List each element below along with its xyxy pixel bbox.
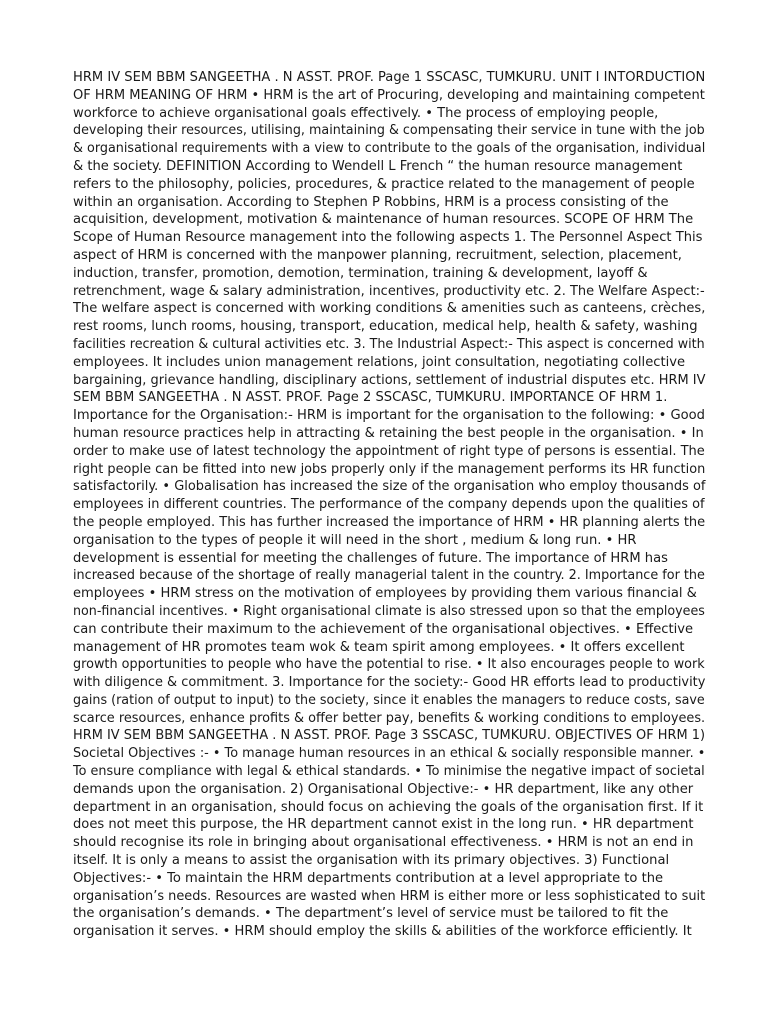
text-line: bargaining, grievance handling, disciplinary actions, settlement of industrial disputes etc. HRM IV: [73, 372, 706, 388]
text-line: SEM BBM SANGEETHA . N ASST. PROF. Page 2 SSCASC, TUMKURU. IMPORTANCE OF HRM 1.: [73, 390, 668, 406]
text-line: rest rooms, lunch rooms, housing, transport, education, medical help, health & safety, washing: [73, 319, 698, 335]
text-line: Objectives:- • To maintain the HRM departments contribution at a level appropriate to the: [73, 870, 664, 886]
text-line: should recognise its role in bringing about organisational effectiveness. • HRM is not an end in: [73, 835, 694, 851]
text-line: scarce resources, enhance profits & offer better pay, benefits & working conditions to employees.: [73, 710, 706, 726]
text-line: can contribute their maximum to the achievement of the organisational objectives. • Effective: [73, 621, 694, 637]
text-line: & organisational requirements with a view to contribute to the goals of the organisation, individual: [73, 141, 706, 157]
text-line: facilities recreation & cultural activities etc. 3. The Industrial Aspect:- This aspect is concerned with: [73, 336, 705, 352]
text-line: refers to the philosophy, policies, procedures, & practice related to the management of people: [73, 176, 695, 192]
text-line: non-financial incentives. • Right organisational climate is also stressed upon so that the employees: [73, 603, 705, 619]
text-line: organisation to the types of people it will need in the short , medium & long run. • HR: [73, 532, 637, 548]
text-line: & the society. DEFINITION According to Wendell L French “ the human resource management: [73, 158, 683, 174]
text-line: satisfactorily. • Globalisation has increased the size of the organisation who employ thousands of: [73, 479, 706, 495]
text-line: demands upon the organisation. 2) Organisational Objective:- • HR department, like any other: [73, 781, 694, 797]
text-line: OF HRM MEANING OF HRM • HRM is the art of Procuring, developing and maintaining competent: [73, 87, 705, 103]
text-line: employees in different countries. The performance of the company depends upon the qualities of: [73, 497, 705, 513]
text-line: right people can be fitted into new jobs properly only if the management performs its HR function: [73, 461, 706, 477]
text-line: induction, transfer, promotion, demotion, termination, training & development, layoff &: [73, 265, 648, 281]
text-line: department in an organisation, should focus on achieving the goals of the organisation first. If it: [73, 799, 704, 815]
text-line: increased because of the shortage of really managerial talent in the country. 2. Importance for the: [73, 568, 705, 584]
text-line: order to make use of latest technology the appointment of right type of persons is essential. The: [73, 443, 705, 459]
text-line: HRM IV SEM BBM SANGEETHA . N ASST. PROF. Page 1 SSCASC, TUMKURU. UNIT I INTORDUCTION: [73, 70, 706, 85]
text-line: Societal Objectives :- • To manage human resources in an ethical & socially responsible manner. •: [73, 746, 706, 762]
text-line: employees. It includes union management relations, joint consultation, negotiating collective: [73, 354, 686, 370]
text-line: retrenchment, wage & salary administration, incentives, productivity etc. 2. The Welfare Aspect:-: [73, 283, 705, 299]
text-line: itself. It is only a means to assist the organisation with its primary objectives. 3) Functional: [73, 853, 670, 869]
document-body-text: [73, 69, 705, 941]
text-line: The welfare aspect is concerned with working conditions & amenities such as canteens, crèches,: [73, 301, 706, 317]
text-line: developing their resources, utilising, maintaining & compensating their service in tune with the job: [73, 123, 705, 139]
text-line: HRM IV SEM BBM SANGEETHA . N ASST. PROF. Page 3 SSCASC, TUMKURU. OBJECTIVES OF HRM 1): [73, 728, 706, 744]
text-line: the organisation’s demands. • The department’s level of service must be tailored to fit the: [73, 906, 669, 922]
text-line: employees • HRM stress on the motivation of employees by providing them various financial &: [73, 586, 697, 602]
text-line: workforce to achieve organisational goals effectively. • The process of employing people,: [73, 105, 659, 121]
text-line: management of HR promotes team wok & team spirit among employees. • It offers excellent: [73, 639, 685, 655]
text-line: Importance for the Organisation:- HRM is important for the organisation to the following: • Good: [73, 408, 705, 424]
text-line: does not meet this purpose, the HR department cannot exist in the long run. • HR department: [73, 817, 694, 833]
text-line: within an organisation. According to Stephen P Robbins, HRM is a process consisting of the: [73, 194, 669, 210]
text-line: acquisition, development, motivation & maintenance of human resources. SCOPE OF HRM The: [73, 212, 694, 228]
text-line: human resource practices help in attracting & retaining the best people in the organisation. • In: [73, 425, 704, 441]
text-line: the people employed. This has further increased the importance of HRM • HR planning alerts the: [73, 514, 706, 530]
text-line: To ensure compliance with legal & ethical standards. • To minimise the negative impact of societal: [73, 764, 705, 780]
text-line: organisation’s needs. Resources are wasted when HRM is either more or less sophisticated to suit: [73, 888, 706, 904]
text-line: with diligence & commitment. 3. Importance for the society:- Good HR efforts lead to productivity: [73, 675, 706, 691]
text-line: growth opportunities to people who have the potential to rise. • It also encourages people to work: [73, 657, 705, 673]
text-line: gains (ration of output to input) to the society, since it enables the managers to reduce costs, save: [73, 692, 705, 708]
text-line: aspect of HRM is concerned with the manpower planning, recruitment, selection, placement,: [73, 247, 682, 263]
text-line: development is essential for meeting the challenges of future. The importance of HRM has: [73, 550, 668, 566]
text-line: Scope of Human Resource management into the following aspects 1. The Personnel Aspect This: [73, 230, 703, 246]
text-line: organisation it serves. • HRM should employ the skills & abilities of the workforce efficiently. It: [73, 924, 692, 940]
